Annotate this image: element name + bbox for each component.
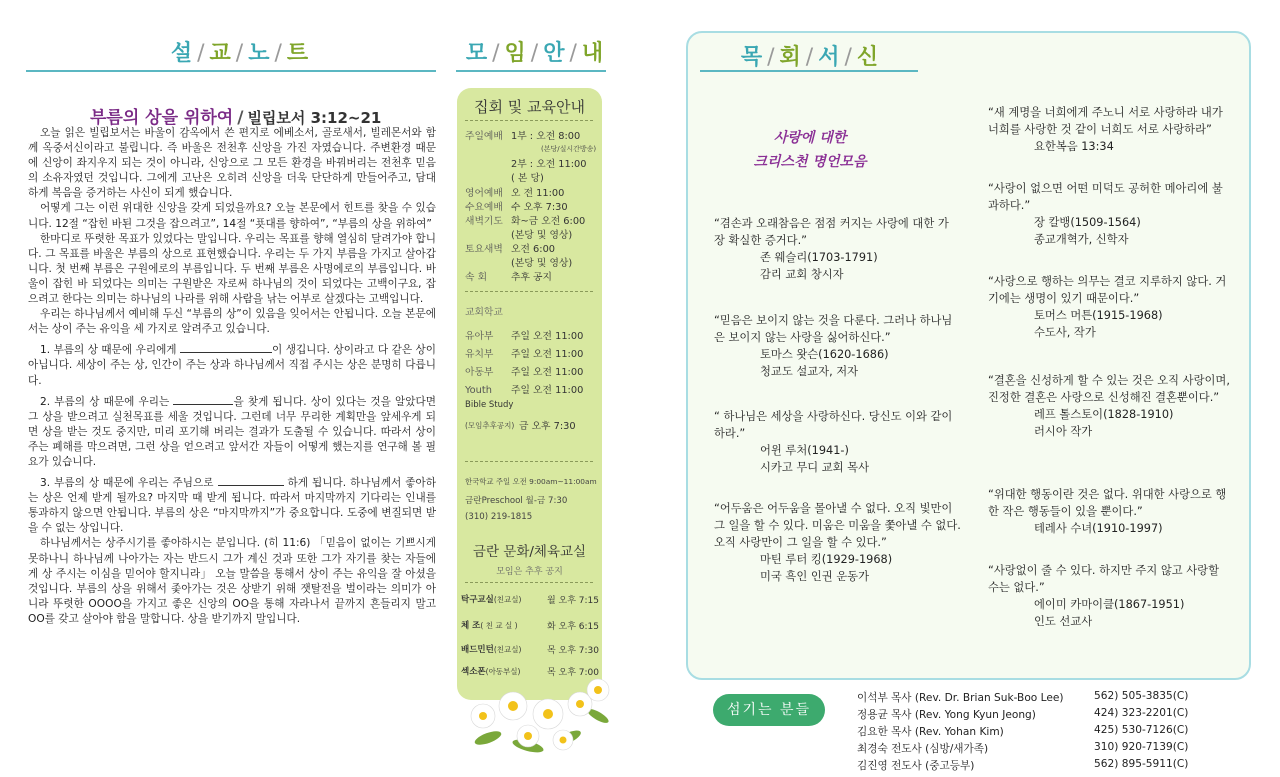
sermon-paragraph: 어떻게 그는 이런 위대한 신앙을 갖게 되었을까요? 오늘 본문에서 힌트를 찾을 수 있습니다. 12절 “잡힌 바된 그것을 잡으려고”, 14절 “푯대를 향하여”, “부름의 상을 위하여” <box>28 202 436 230</box>
school-row: Youth 주일 오전 11:00 <box>465 385 584 396</box>
quote-item: “믿음은 보이지 않는 것을 다룬다. 그러나 하나님은 보이지 않는 사랑을 싫어하신다.” 토마스 왓슨(1620-1686) 청교도 설교자, 저자 <box>714 314 953 378</box>
letter-heading-rule <box>700 70 918 72</box>
pastor-row: 김요한 목사 (Rev. Yohan Kim) 425) 530-7126(C) <box>857 724 1189 738</box>
sermon-paragraph: 한마디로 뚜렷한 목표가 있었다는 말입니다. 우리는 목표를 향해 열심히 달려가야 합니다. 그 목표를 바울은 부름의 상으로 표현했습니다. 우리는 두 가지 부름을 가지고 살아갑니다. 첫 번째 부름은 구원에로의 부름입니다. 두 번째 부름은 사명에로의 부름입니다. 바울이 잡힌 바 되었다는 의미는 구원받은 자로써 하나님의 것이 되었다는 고백이구요, 잡으려고 한다는 의미는 하나님의 나라를 위해 사람을 낚는 어부로 살겠다는 고백입니다. <box>28 232 436 306</box>
divider <box>465 461 593 462</box>
quote-item: “사랑이 없으면 어떤 미덕도 공허한 메아리에 불과하다.” 장 칼뱅(1509-1564) 종교개혁가, 신학자 <box>988 182 1223 246</box>
preschool: 금란Preschool 월-금 7:30 <box>465 496 568 506</box>
quote-item: “겸손과 오래참음은 점점 커지는 사랑에 대한 가장 확실한 증거다.” 존 웨슬리(1703-1791) 감리 교회 창시자 <box>714 217 949 281</box>
sermon-paragraph: 오늘 읽은 빌립보서는 바울이 감옥에서 쓴 편지로 에베소서, 골로새서, 빌레몬서와 함께 옥중서신이라고 불립니다. 즉 바울은 전천후 신앙을 가진 자였습니다. 주변환경 때문에 신앙이 좌지우지 되는 것이 아니라, 신앙으로 그 모든 환경을 바꿔버리는 전천후 믿음의 소유자였던 것입니다. 그에게 고난은 오히려 신앙을 더욱 단단하게 만들어주고, 담대하게 복음을 증거하는 사신이 되게 했습니다. <box>28 127 436 200</box>
sermon-heading-rule <box>26 70 436 72</box>
sermon-body <box>28 126 436 627</box>
quote-item: “어두움은 어두움을 몰아낼 수 없다. 오직 빛만이 그 일을 할 수 있다. 미움은 미움을 쫓아낼 수 없다. 오직 사랑만이 그 일을 할 수 있다.” 마틴 루터 킹(1929-1968) 미국 흑인 인권 운동가 <box>714 502 961 583</box>
divider <box>465 120 593 121</box>
fill-in-blank <box>218 475 284 486</box>
service-note: (본당/실시간방송) <box>541 145 597 153</box>
service-row: 주일예배 1부 : 오전 8:00 <box>465 131 581 142</box>
service-row: 수요예배 수 오후 7:30 <box>465 202 568 213</box>
fill-in-blank <box>173 394 233 405</box>
service-row: 속 회 추후 공지 <box>465 272 552 283</box>
fill-in-blank <box>180 342 272 353</box>
activity-row: 섹소폰(아동부실) 목 오후 7:00 <box>461 667 599 678</box>
activity-row: 탁구교실(친교실) 월 오후 7:15 <box>461 595 599 606</box>
meeting-guide-panel <box>457 88 602 700</box>
guide-heading-rule <box>456 70 606 72</box>
divider <box>465 291 593 292</box>
school-label: 교회학교 <box>465 307 503 318</box>
school-row: 유아부 주일 오전 11:00 <box>465 331 584 342</box>
culture-title: 금란 문화/체육교실 <box>472 544 587 560</box>
sermon-point-3: 3. 부름의 상 때문에 우리는 주님으로 하게 됩니다. 하나님께서 좋아하는 상은 언제 받게 될까요? 마지막 때 받게 됩니다. 따라서 마지막까지 기다리는 인내를 통과하지 않으면 안됩니다. 부름의 상은 “마지막까지”가 중요합니다. 도중에 변질되면 받을 수 없는 상입니다. <box>28 477 437 535</box>
sermon-point-2: 2. 부름의 상 때문에 우리는 을 찾게 됩니다. 상이 있다는 것을 알았다면 그 상을 받으려고 실천목표를 세울 것입니다. 그런데 너무 무리한 계획만을 앞세우게 되면 상을 받는 것도 중지만, 미리 포기해 버리는 결과가 도출될 수 있습니다. 따라서 상이 주는 폐해를 막으려면, 그런 상을 얻으려고 앞서간 자들이 어떻게 했는지를 연구해 볼 필요가 있습니다. <box>28 395 436 468</box>
sermon-note-heading: 설 / 교 / 노 / 트 <box>170 41 310 66</box>
quote-item: “위대한 행동이란 것은 없다. 위대한 사랑으로 행한 작은 행동들이 있을 뿐이다.” 테레사 수녀(1910-1997) <box>988 488 1227 535</box>
quote-item: “사랑으로 행하는 의무는 결코 지루하지 않다. 거기에는 생명이 있기 때문이다.” 토머스 머튼(1915-1968) 수도사, 작가 <box>988 275 1227 339</box>
meeting-guide-heading: 모 / 임 / 안 / 내 <box>465 41 605 66</box>
service-row: 영어예배 오 전 11:00 <box>465 188 565 199</box>
divider <box>465 582 593 583</box>
pastor-row: 김진영 전도사 (중고등부) 562) 895-5911(C) <box>857 758 1189 772</box>
bible-study-label: Bible Study <box>465 400 514 410</box>
service-row: 2부 : 오전 11:00 <box>511 159 587 170</box>
activity-row: 체 조( 친 교 실 ) 화 오후 6:15 <box>461 621 599 632</box>
school-row: 아동부 주일 오전 11:00 <box>465 367 584 378</box>
bible-study-time: 금 오후 7:30 <box>519 421 576 432</box>
service-row: 토요새벽 오전 6:00 <box>465 244 556 255</box>
service-row: (본당 및 영상) <box>511 230 573 241</box>
pastors-badge: 섬기는 분들 <box>713 694 825 726</box>
sermon-closing: 하나님께서는 상주시기를 좋아하시는 분입니다. (히 11:6) 「믿음이 없이는 기쁘시게 못하나니 하나님께 나아가는 자는 반드시 그가 계신 것과 또한 그가 자기를 찾는 자들에게 상 주시는 이심을 믿어야 할지니라」 오늘 말씀을 통해서 상이 주는 유익을 잘 아셨을 것입니다. 부름의 상을 위해서 좇아가는 것은 상받기 위해 잿탈전을 벌이라는 의미가 아니라 뚜렷한 OOOO을 가지고 좋은 신앙의 OO을 통해 자라나서 끝까지 흔들리지 말고 OO를 갖고 살아야 함을 말합니다. 상을 받기까지 말입니다. <box>28 537 436 625</box>
korean-school: 한국학교 주일 오전 9:00am~11:00am <box>465 477 597 486</box>
pastor-row: 최경숙 전도사 (심방/새가족) 310) 920-7139(C) <box>857 741 1189 755</box>
sermon-point-1: 1. 부름의 상 때문에 우리에게 이 생깁니다. 상이라고 다 같은 상이 아닙니다. 세상이 주는 상, 인간이 주는 상과 하나님께서 직접 주시는 상은 분명히 다릅니다. <box>28 344 436 387</box>
sermon-paragraph: 우리는 하나님께서 예비해 두신 “부름의 상”이 있음을 잊어서는 안됩니다. 오늘 본문에서는 상이 주는 유익을 세 가지로 알려주고 있습니다. <box>28 308 436 336</box>
guide-title: 집회 및 교육안내 <box>474 98 585 116</box>
pastoral-letter-heading: 목 / 회 / 서 / 신 <box>740 45 880 70</box>
daisy-flowers-decoration <box>458 676 618 756</box>
culture-note: 모임은 추후 공지 <box>496 567 563 577</box>
pastor-row: 정용균 목사 (Rev. Yong Kyun Jeong) 424) 323-2201(C) <box>857 707 1189 721</box>
pastor-row: 이석부 목사 (Rev. Dr. Brian Suk-Boo Lee) 562) 505-3835(C) <box>857 690 1189 704</box>
service-row: 새벽기도 화~금 오전 6:00 <box>465 216 586 227</box>
service-row: (본당 및 영상) <box>511 258 573 269</box>
phone: (310) 219-1815 <box>465 512 533 522</box>
quote-item: “ 하나님은 세상을 사랑하신다. 당신도 이와 같이 하라.” 어윈 루처(1941-) 시카고 무디 교회 목사 <box>714 410 953 474</box>
sermon-title: 부름의 상을 위하여 / 빌립보서 3:12~21 <box>90 108 382 128</box>
service-row: ( 본 당) <box>511 173 544 184</box>
school-row: 유치부 주일 오전 11:00 <box>465 349 584 360</box>
quote-item: “새 계명을 너희에게 주노니 서로 사랑하라 내가 너희를 사랑한 것 같이 너희도 서로 사랑하라” 요한복음 13:34 <box>988 106 1223 153</box>
activity-row: 배드민턴(친교실) 목 오후 7:30 <box>461 645 599 656</box>
bible-study-location: (모임추후공지) <box>465 421 515 430</box>
quote-item: “결혼을 신성하게 할 수 있는 것은 오직 사랑이며, 진정한 결혼은 사랑으로 신성해진 결혼뿐이다.” 레프 톨스토이(1828-1910) 러시아 작가 <box>988 374 1230 438</box>
quotes-title: 사랑에 대한 크리스천 명언모음 <box>753 130 867 170</box>
quote-item: “사랑없이 줄 수 있다. 하지만 주지 않고 사랑할 수는 없다.” 에이미 카마이클(1867-1951) 인도 선교사 <box>988 564 1220 628</box>
